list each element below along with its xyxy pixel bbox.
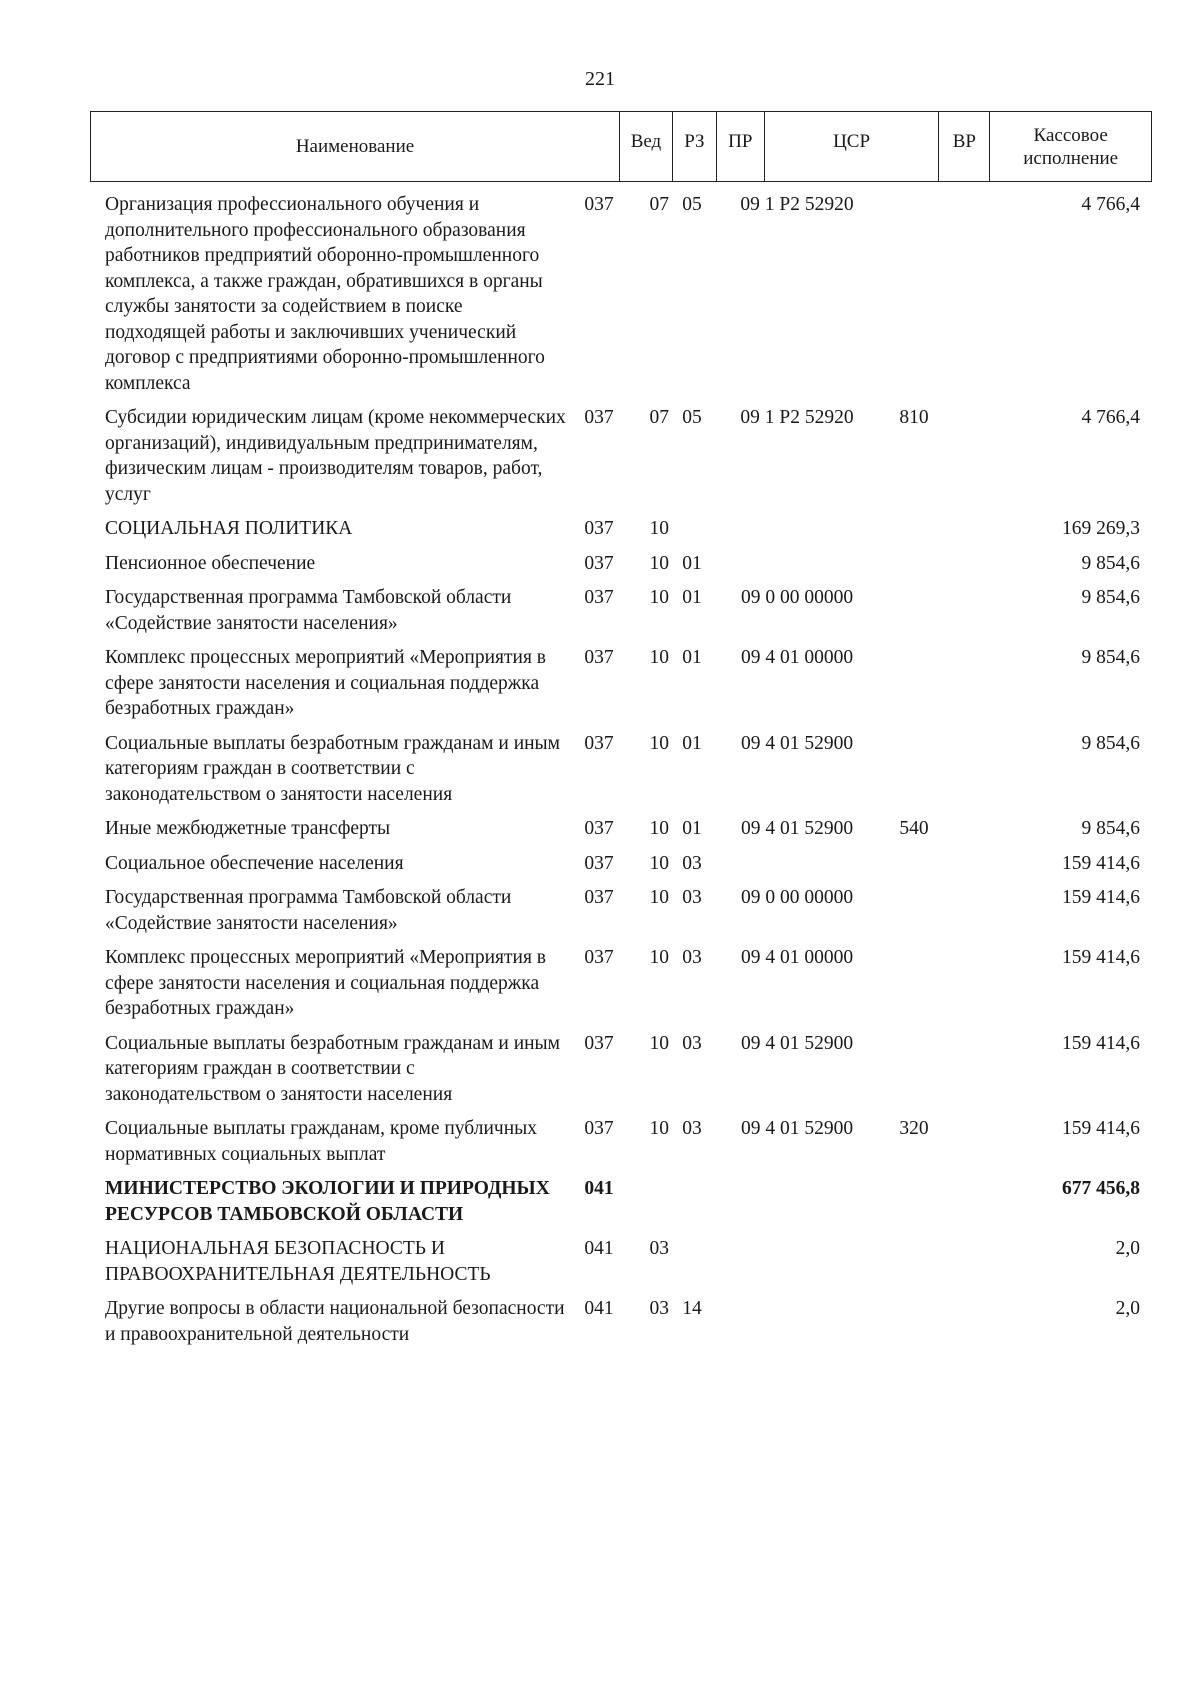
table-row xyxy=(90,645,1152,722)
row-ved: 037 xyxy=(584,552,614,574)
row-rz: 10 xyxy=(649,518,669,539)
row-rz: 10 xyxy=(649,818,669,839)
row-name: МИНИСТЕРСТВО ЭКОЛОГИИ И ПРИРОДНЫХ РЕСУРСОВ ТАМБОВСКОЙ ОБЛАСТИ xyxy=(105,1178,550,1225)
row-csr: 09 1 Р2 52920 xyxy=(740,194,854,215)
row-rz: 10 xyxy=(649,647,669,668)
table-row xyxy=(90,731,1152,808)
row-sum: 159 414,6 xyxy=(1062,1032,1140,1054)
row-ved: 037 xyxy=(584,852,614,874)
row-sum: 159 414,6 xyxy=(1062,947,1140,968)
row-sum: 9 854,6 xyxy=(1081,732,1140,754)
row-ved: 037 xyxy=(584,407,614,428)
row-pr: 01 xyxy=(682,647,702,668)
header-name: Наименование xyxy=(91,112,620,181)
row-name: Социальное обеспечение населения xyxy=(105,852,404,874)
row-ved: 037 xyxy=(584,1118,614,1139)
row-sum: 2,0 xyxy=(1115,1298,1140,1319)
row-ved: 037 xyxy=(584,887,614,908)
row-rz: 10 xyxy=(649,732,669,754)
row-pr: 03 xyxy=(682,947,702,968)
row-csr: 09 4 01 00000 xyxy=(740,947,854,968)
row-name: Государственная программа Тамбовской области «Содействие занятости населения» xyxy=(105,587,512,634)
row-rz: 10 xyxy=(649,947,669,968)
row-rz: 10 xyxy=(649,1118,669,1139)
row-name: СОЦИАЛЬНАЯ ПОЛИТИКА xyxy=(105,518,353,539)
row-name: Иные межбюджетные трансферты xyxy=(105,818,391,839)
row-csr: 09 4 01 52900 xyxy=(740,1118,854,1139)
row-sum: 2,0 xyxy=(1115,1238,1140,1259)
row-csr: 09 1 Р2 52920 xyxy=(740,407,854,428)
table-row xyxy=(90,851,1152,877)
row-pr: 03 xyxy=(682,887,702,908)
row-name: Организация профессионального обучения и дополнительного профессионального образования работников предприятий оборонно-промышленного комплекса, а также граждан, обратившихся в органы службы занятости за содействием в поиске подходящей работы и заключивших ученический договор с предприятиями оборонно-промышленного комплекса xyxy=(105,194,545,394)
row-sum: 4 766,4 xyxy=(1081,407,1140,428)
row-ved: 041 xyxy=(584,1298,614,1319)
table-row xyxy=(90,1031,1152,1108)
row-name: Субсидии юридическим лицам (кроме некоммерческих организаций), индивидуальным предпринимателям, физическим лицам - производителям товаров, работ, услуг xyxy=(105,407,566,505)
row-pr: 03 xyxy=(682,852,702,874)
row-sum: 677 456,8 xyxy=(1062,1178,1140,1199)
table-row xyxy=(90,816,1152,842)
row-name: НАЦИОНАЛЬНАЯ БЕЗОПАСНОСТЬ И ПРАВООХРАНИТЕЛЬНАЯ ДЕЯТЕЛЬНОСТЬ xyxy=(105,1238,491,1285)
row-name: Государственная программа Тамбовской области «Содействие занятости населения» xyxy=(105,887,512,934)
page-number: 221 xyxy=(585,68,615,90)
row-csr: 09 4 01 52900 xyxy=(740,818,854,839)
row-rz: 10 xyxy=(649,552,669,574)
row-vr: 320 xyxy=(899,1118,929,1139)
table-row xyxy=(90,516,1152,542)
row-vr: 810 xyxy=(899,407,929,428)
table-row xyxy=(90,1236,1152,1287)
header-ved: Вед xyxy=(620,112,673,181)
header-rz: РЗ xyxy=(673,112,717,181)
table-row xyxy=(90,405,1152,507)
row-name: Пенсионное обеспечение xyxy=(105,552,316,574)
row-pr: 14 xyxy=(682,1298,702,1319)
header-pr: ПР xyxy=(717,112,765,181)
row-name: Социальные выплаты гражданам, кроме публичных нормативных социальных выплат xyxy=(105,1118,537,1165)
header-sum-line2: исполнение xyxy=(1023,147,1119,169)
row-sum: 159 414,6 xyxy=(1062,1118,1140,1139)
table-body xyxy=(90,192,1152,1356)
header-csr: ЦСР xyxy=(765,112,940,181)
row-ved: 037 xyxy=(584,194,614,215)
table-header xyxy=(90,111,1152,182)
row-rz: 03 xyxy=(649,1298,669,1319)
row-vr: 540 xyxy=(899,818,929,839)
row-name: Другие вопросы в области национальной безопасности и правоохранительной деятельности xyxy=(105,1298,565,1345)
row-ved: 037 xyxy=(584,1032,614,1054)
row-ved: 037 xyxy=(584,818,614,839)
table-row xyxy=(90,885,1152,936)
row-rz: 07 xyxy=(649,194,669,215)
row-ved: 037 xyxy=(584,587,614,608)
row-ved: 037 xyxy=(584,732,614,754)
row-sum: 9 854,6 xyxy=(1081,818,1140,839)
header-sum xyxy=(990,112,1151,181)
table-row xyxy=(90,1296,1152,1347)
row-pr: 03 xyxy=(682,1118,702,1139)
row-pr: 01 xyxy=(682,732,702,754)
row-pr: 05 xyxy=(682,407,702,428)
row-rz: 07 xyxy=(649,407,669,428)
row-rz: 10 xyxy=(649,852,669,874)
table-row-ministry xyxy=(90,1176,1152,1227)
row-rz: 10 xyxy=(649,1032,669,1054)
row-sum: 159 414,6 xyxy=(1062,887,1140,908)
row-pr: 01 xyxy=(682,587,702,608)
table-row xyxy=(90,945,1152,1022)
table-row xyxy=(90,192,1152,396)
table-row xyxy=(90,585,1152,636)
row-rz: 03 xyxy=(649,1238,669,1259)
row-pr: 01 xyxy=(682,818,702,839)
row-csr: 09 4 01 52900 xyxy=(740,732,854,754)
row-ved: 041 xyxy=(584,1238,614,1259)
row-csr: 09 0 00 00000 xyxy=(740,587,854,608)
row-sum: 4 766,4 xyxy=(1081,194,1140,215)
row-rz: 10 xyxy=(649,887,669,908)
row-pr: 03 xyxy=(682,1032,702,1054)
row-csr: 09 4 01 52900 xyxy=(740,1032,854,1054)
row-ved: 037 xyxy=(584,947,614,968)
header-sum-line1: Кассовое xyxy=(1033,124,1108,146)
row-sum: 9 854,6 xyxy=(1081,587,1140,608)
row-sum: 9 854,6 xyxy=(1081,647,1140,668)
row-ved: 041 xyxy=(584,1178,614,1199)
row-name: Комплекс процессных мероприятий «Мероприятия в сфере занятости населения и социальная поддержка безработных граждан» xyxy=(105,647,547,719)
row-ved: 037 xyxy=(584,518,614,539)
row-csr: 09 0 00 00000 xyxy=(740,887,854,908)
row-rz: 10 xyxy=(649,587,669,608)
row-name: Социальные выплаты безработным гражданам и иным категориям граждан в соответствии с законодательством о занятости населения xyxy=(105,732,561,805)
header-vr: ВР xyxy=(939,112,990,181)
row-ved: 037 xyxy=(584,647,614,668)
row-name: Комплекс процессных мероприятий «Мероприятия в сфере занятости населения и социальная поддержка безработных граждан» xyxy=(105,947,547,1019)
row-pr: 05 xyxy=(682,194,702,215)
row-csr: 09 4 01 00000 xyxy=(740,647,854,668)
table-row xyxy=(90,1116,1152,1167)
row-sum: 9 854,6 xyxy=(1081,552,1140,574)
row-sum: 169 269,3 xyxy=(1062,518,1140,539)
table-row xyxy=(90,551,1152,577)
row-pr: 01 xyxy=(682,552,702,574)
row-name: Социальные выплаты безработным гражданам и иным категориям граждан в соответствии с законодательством о занятости населения xyxy=(105,1032,561,1105)
row-sum: 159 414,6 xyxy=(1062,852,1140,874)
